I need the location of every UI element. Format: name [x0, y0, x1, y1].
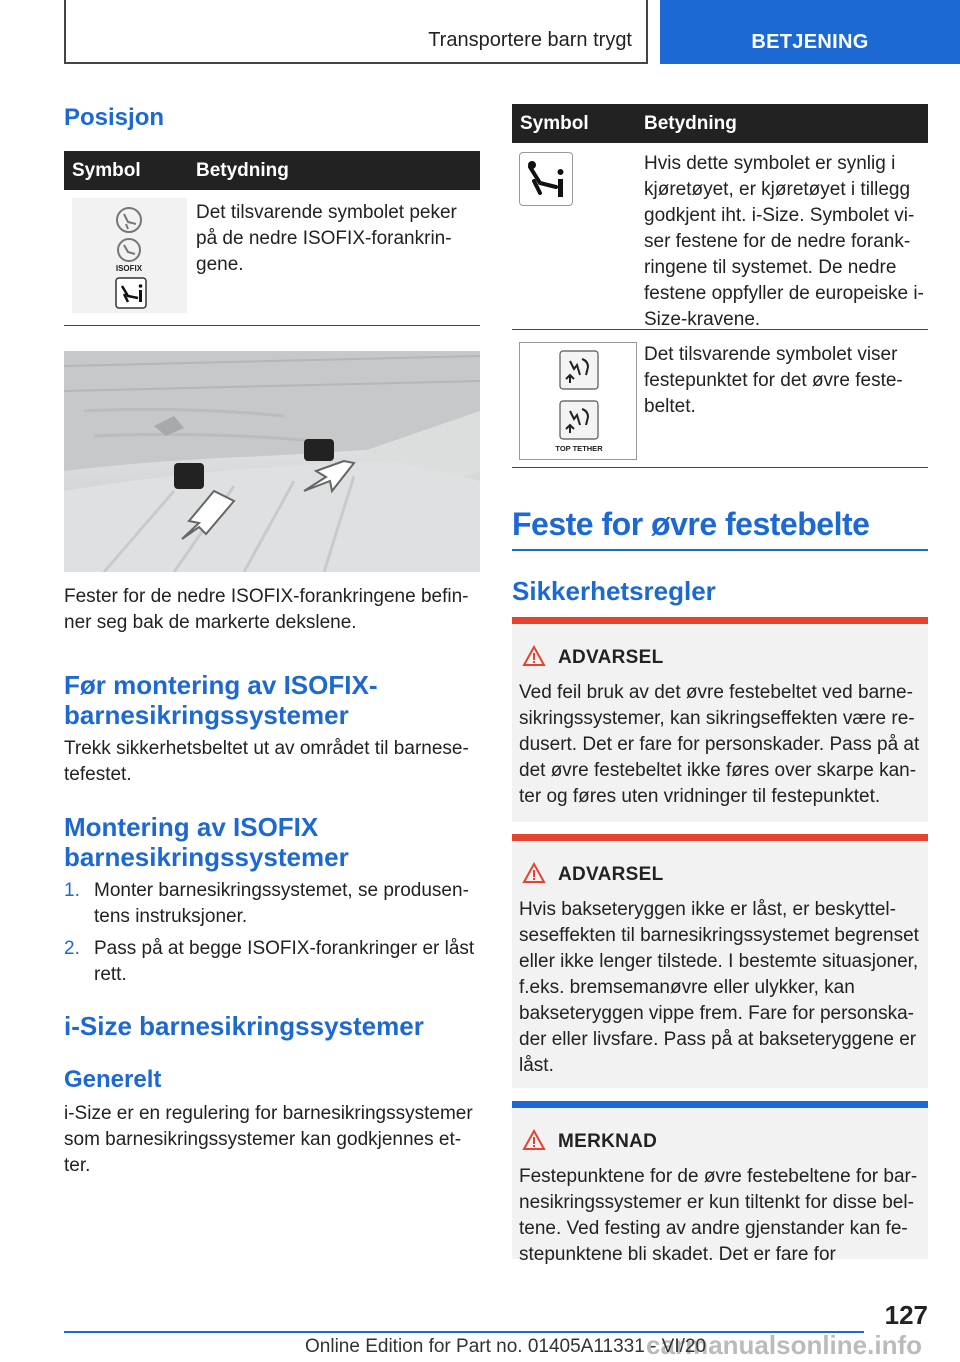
heading-generelt: Generelt [64, 1066, 162, 1093]
table-row [64, 190, 480, 326]
warning-title: ADVARSEL [558, 864, 664, 885]
section-title: Transportere barn trygt [428, 29, 632, 51]
col-symbol-header: Symbol [72, 160, 141, 181]
heading-mounting-isofix: Montering av ISOFIX barnesikringssystemer [64, 812, 349, 872]
isofix-symbols-icon [72, 198, 187, 313]
watermark-site: carmanualsonline.info [646, 1330, 922, 1360]
footer-edition: Online Edition for Part no. 01405A11331 - VI/20 [305, 1336, 707, 1357]
photo-caption: Fester for de nedre ISOFIX-forankringene befinner seg bak de markerte dekslene. [64, 586, 469, 633]
rear-seat-photo [64, 351, 480, 572]
symbol-cell [519, 342, 637, 460]
table-row [512, 330, 928, 468]
top-tether-label: TOP TETHER [555, 444, 603, 453]
col-meaning-header: Betydning [196, 160, 289, 181]
before-mounting-text: Trekk sikkerhetsbeltet ut av området til barnesetefestet. [64, 738, 469, 785]
isize-symbol-icon [519, 152, 573, 206]
note-text: Festepunktene for de øvre festebeltene for barnesikringssystemer er kun tiltenkt for disse beltene. Ved festing av andre gjenstander kan festepunktene bli skadet. Det er fare for [519, 1166, 918, 1265]
note-title: MERKNAD [558, 1131, 658, 1152]
warning-box [512, 834, 928, 1088]
col-symbol-header: Symbol [520, 113, 589, 134]
note-box [512, 1101, 928, 1265]
table-header [512, 104, 928, 143]
warning-title: ADVARSEL [558, 647, 664, 668]
isize-meaning: Hvis dette symbolet er synlig i kjøretøyet, er kjøretøyet i tillegg godkjent iht. i-Size. Symbolet viser festene for de nedre forankringene til systemet. De nedre festene oppfyller de europeiske i-Size-kravene. [644, 153, 924, 330]
col-meaning-header: Betydning [644, 113, 737, 134]
warning-box [512, 617, 928, 822]
heading-isize: i-Size barnesikringssystemer [64, 1011, 424, 1041]
note-triangle-icon [522, 1129, 546, 1151]
step-text: Pass på at begge ISOFIX-forankringer er låst rett. [94, 938, 475, 985]
warning-triangle-icon [522, 862, 546, 884]
warning-bar [512, 617, 928, 624]
step-number: 2. [64, 938, 80, 959]
isofix-meaning: Det tilsvarende symbolet peker på de nedre ISOFIX-forankringene. [196, 202, 457, 275]
warning-text: Hvis bakseteryggen ikke er låst, er beskyttelseseffekten til barnesikringssystemet begrenset eller ikke lenger tilstede. I bestemte situasjoner, f.eks. bremsemanøvre eller ulykker, kan bakseteryggen vippe frem. Fare for personskader eller livsfare. Pass på at bakseteryggene er låst. [519, 899, 919, 1076]
heading-sikkerhetsregler: Sikkerhetsregler [512, 576, 716, 606]
table-row [512, 143, 928, 330]
symbol-table-isofix [64, 151, 480, 326]
symbol-cell [72, 198, 187, 313]
isofix-covers-image [64, 351, 480, 572]
table-header [64, 151, 480, 190]
isofix-label: ISOFIX [115, 264, 143, 273]
step-number: 1. [64, 880, 80, 901]
heading-underline [512, 549, 928, 551]
posisjon-heading: Posisjon [64, 104, 165, 131]
warning-triangle-icon [522, 645, 546, 667]
heading-feste: Feste for øvre festebelte [512, 506, 870, 542]
top-tether-symbols-icon [520, 343, 636, 459]
header-section-tab [64, 0, 648, 64]
step-text: Monter barnesikringssystemet, se produsentens instruksjoner. [94, 880, 469, 927]
warning-bar [512, 834, 928, 841]
top-tether-meaning: Det tilsvarende symbolet viser festepunktet for det øvre festebeltet. [644, 344, 903, 417]
chapter-title: BETJENING [751, 31, 869, 53]
page-number: 127 [884, 1300, 928, 1330]
header-chapter-tab [660, 0, 960, 64]
note-bar [512, 1101, 928, 1108]
warning-text: Ved feil bruk av det øvre festebeltet ved barnesikringssystemer, kan sikringseffekten være redusert. Det er fare for personskader. Pass på at det øvre festebeltet ikke føres over skarpe kanter og føres uten vridninger til festepunktet. [519, 682, 920, 807]
symbol-table-isize [512, 104, 928, 468]
heading-before-mounting: Før montering av ISOFIX-barnesikringssystemer [64, 670, 378, 730]
generelt-text: i-Size er en regulering for barnesikringssystemer som barnesikringssystemer kan godkjennes etter. [64, 1103, 473, 1176]
